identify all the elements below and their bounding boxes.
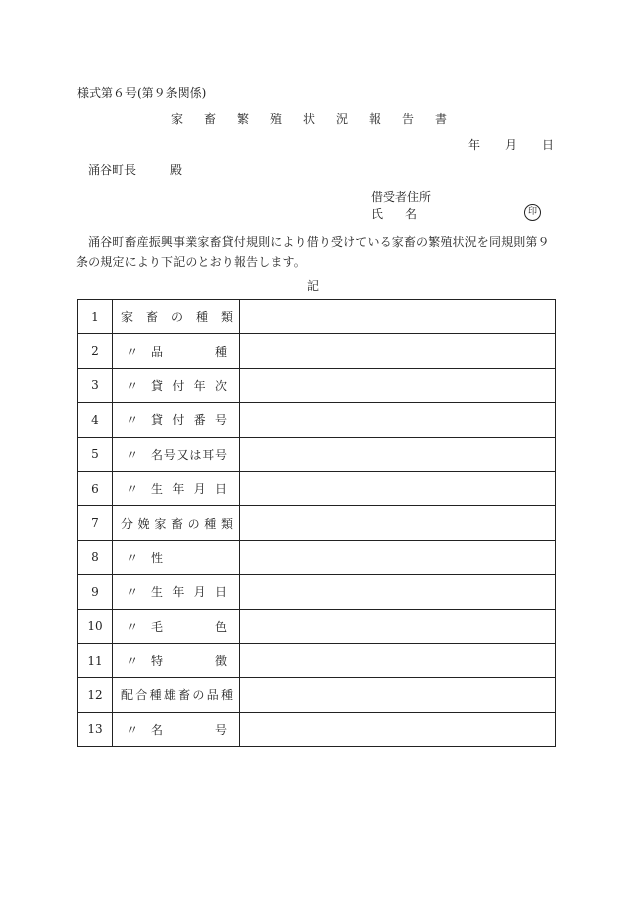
ditto-mark: 〃 [125, 447, 138, 462]
row-value-input[interactable] [240, 334, 556, 368]
row-number: 8 [78, 540, 113, 574]
row-label-cell [113, 334, 240, 368]
title-char: 殖 [270, 112, 283, 126]
row-label-cell [113, 368, 240, 402]
date-line [468, 136, 554, 153]
row-number: 13 [78, 712, 113, 746]
row-value-input[interactable] [240, 712, 556, 746]
ditto-mark: 〃 [125, 482, 138, 497]
row-label: 貸 付 番 号 [151, 413, 227, 428]
title-char: 告 [402, 112, 415, 126]
row-label: 生 年 月 日 [151, 585, 227, 600]
row-number: 2 [78, 334, 113, 368]
ditto-mark: 〃 [125, 654, 138, 669]
row-label-cell [113, 437, 240, 471]
row-label: 毛 色 [151, 619, 227, 634]
row-value-input[interactable] [240, 575, 556, 609]
row-label-cell [113, 300, 240, 334]
row-label-cell [113, 678, 240, 712]
table-row [78, 300, 556, 334]
row-value-input[interactable] [240, 678, 556, 712]
row-label: 家 畜 の 種 類 [121, 310, 233, 325]
row-label: 品 種 [151, 344, 227, 359]
table-row [78, 403, 556, 437]
row-label: 名 号 [151, 722, 227, 737]
table-row [78, 712, 556, 746]
addressee-honorific: 殿 [170, 163, 183, 177]
row-number: 6 [78, 471, 113, 505]
ditto-mark: 〃 [125, 378, 138, 393]
title-char: 書 [435, 112, 448, 126]
row-label-cell [113, 506, 240, 540]
row-label-cell [113, 403, 240, 437]
addressee-name: 涌谷町長 [88, 163, 137, 177]
row-number: 12 [78, 678, 113, 712]
table-row [78, 437, 556, 471]
ki-heading: 記 [307, 279, 320, 293]
date-year: 年 [468, 138, 481, 152]
date-day: 日 [542, 138, 555, 152]
table-row [78, 643, 556, 677]
row-value-input[interactable] [240, 506, 556, 540]
row-label: 特 徴 [151, 654, 227, 669]
row-label-cell [113, 471, 240, 505]
row-number: 10 [78, 609, 113, 643]
table-row [78, 540, 556, 574]
ditto-mark: 〃 [125, 722, 138, 737]
seal-icon: 印 [524, 204, 541, 221]
title-char: 家 [171, 112, 184, 126]
table-row [78, 368, 556, 402]
ditto-mark: 〃 [125, 619, 138, 634]
table-row [78, 334, 556, 368]
borrower-address-label: 借受者住所 [371, 190, 432, 204]
document-title [171, 110, 468, 127]
row-value-input[interactable] [240, 403, 556, 437]
row-value-input[interactable] [240, 609, 556, 643]
row-number: 4 [78, 403, 113, 437]
row-number: 3 [78, 368, 113, 402]
title-char: 報 [369, 112, 382, 126]
name-label-part: 名 [405, 207, 418, 221]
row-label: 配 合 種 雄 畜 の 品 種 [121, 688, 233, 703]
row-number: 1 [78, 300, 113, 334]
table-row [78, 471, 556, 505]
row-label: 貸 付 年 次 [151, 378, 227, 393]
table-row [78, 609, 556, 643]
row-label: 分 娩 家 畜 の 種 類 [121, 516, 233, 531]
row-label-cell [113, 575, 240, 609]
row-value-input[interactable] [240, 300, 556, 334]
form-number: 様式第６号(第９条関係) [77, 86, 207, 100]
row-value-input[interactable] [240, 437, 556, 471]
row-value-input[interactable] [240, 540, 556, 574]
table-row [78, 506, 556, 540]
title-char: 繁 [237, 112, 250, 126]
row-label: 性 [151, 550, 164, 565]
table-row [78, 678, 556, 712]
row-number: 9 [78, 575, 113, 609]
table-row [78, 575, 556, 609]
borrower-name-label [371, 205, 417, 222]
title-char: 状 [303, 112, 316, 126]
row-label-cell [113, 540, 240, 574]
row-number: 7 [78, 506, 113, 540]
title-char: 畜 [204, 112, 217, 126]
row-label: 名 号 又 は 耳 号 [151, 447, 227, 462]
row-label-cell [113, 643, 240, 677]
row-label-cell [113, 609, 240, 643]
addressee [88, 161, 182, 178]
ditto-mark: 〃 [125, 344, 138, 359]
title-char: 況 [336, 112, 349, 126]
row-value-input[interactable] [240, 643, 556, 677]
record-table [77, 299, 556, 747]
row-number: 5 [78, 437, 113, 471]
row-label-cell [113, 712, 240, 746]
row-label: 生 年 月 日 [151, 482, 227, 497]
row-value-input[interactable] [240, 368, 556, 402]
ditto-mark: 〃 [125, 550, 138, 565]
name-label-part: 氏 [371, 207, 384, 221]
row-value-input[interactable] [240, 471, 556, 505]
body-text: 涌谷町畜産振興事業家畜貸付規則により借り受けている家畜の繁殖状況を同規則第９条の規定により下記のとおり報告します。 [76, 235, 550, 269]
row-number: 11 [78, 643, 113, 677]
ditto-mark: 〃 [125, 413, 138, 428]
date-month: 月 [505, 138, 518, 152]
ditto-mark: 〃 [125, 585, 138, 600]
